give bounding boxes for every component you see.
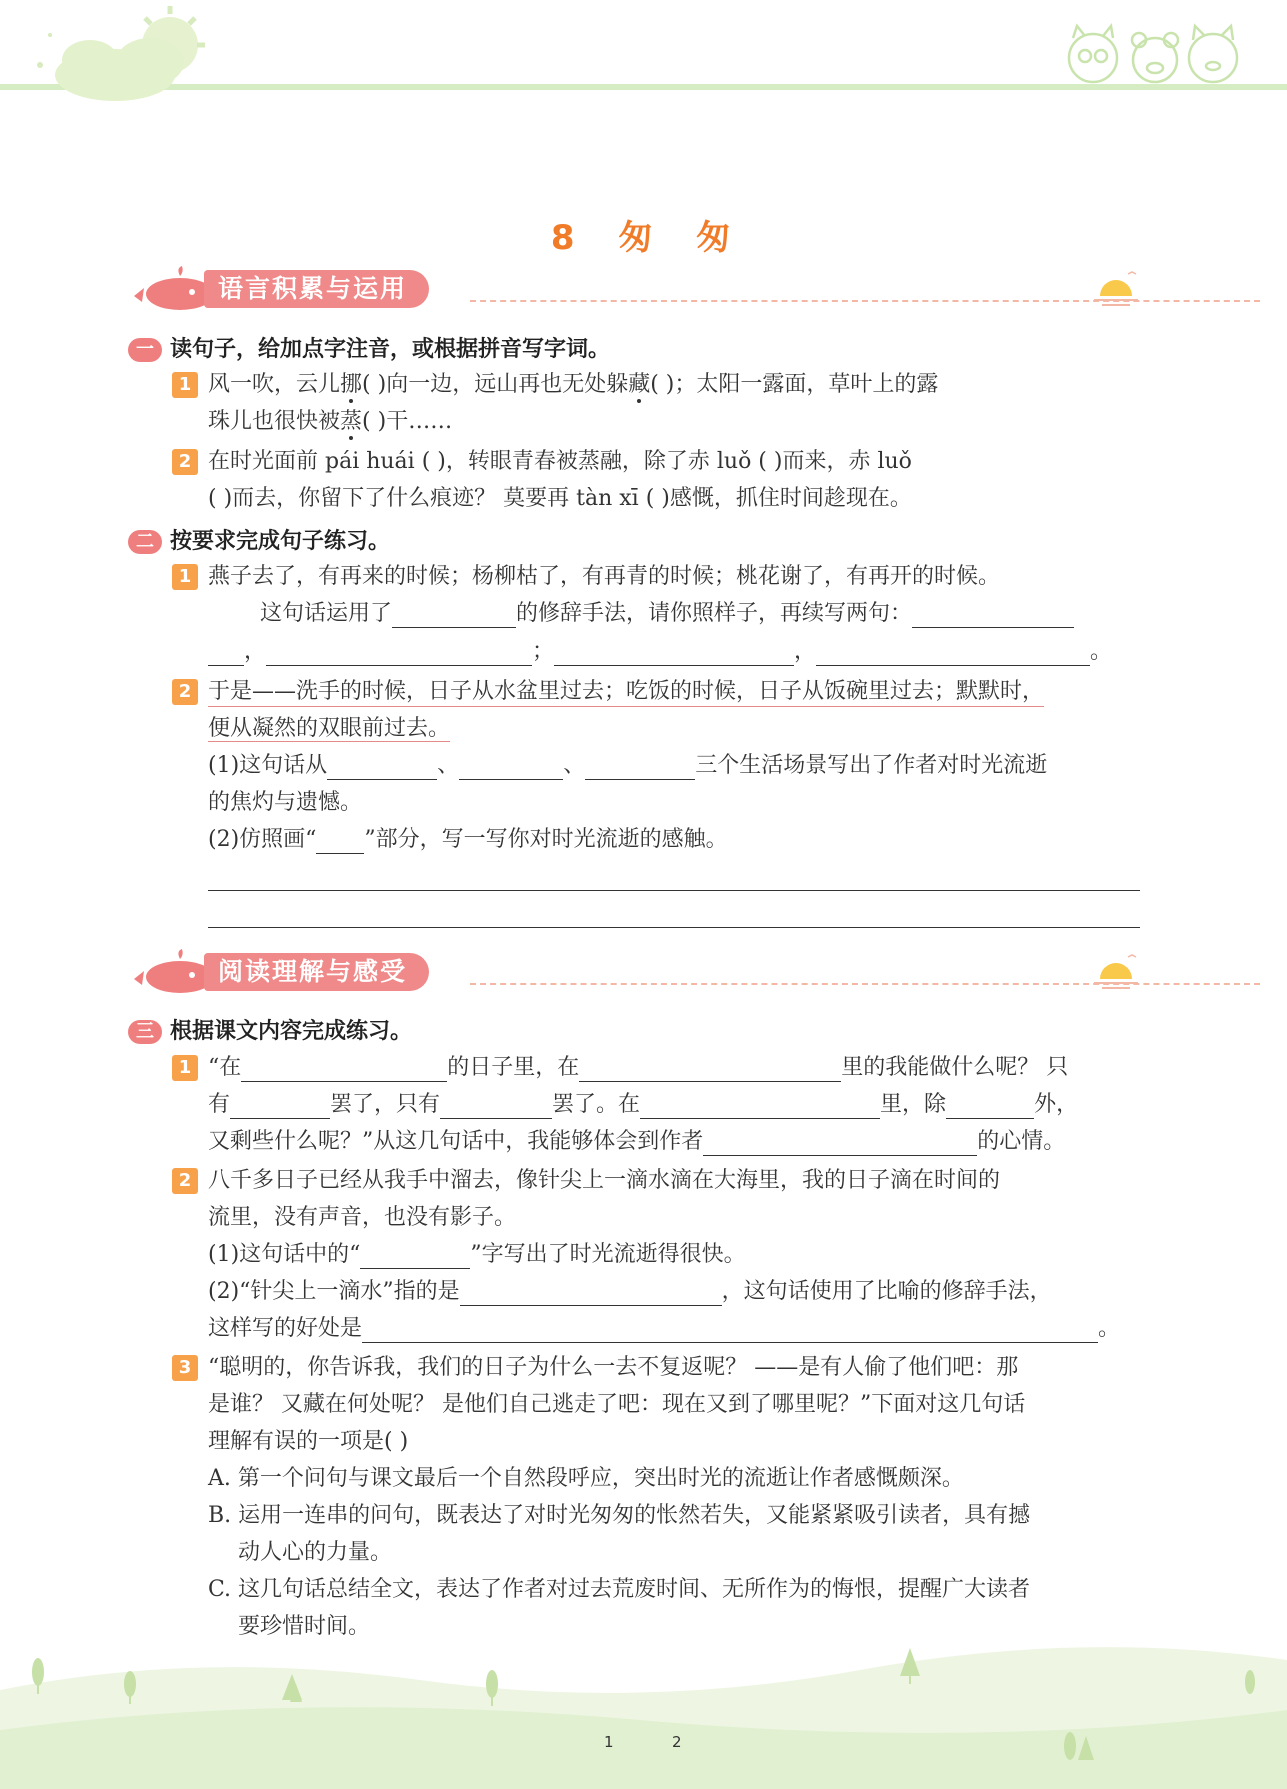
section-3-text: 根据课文内容完成练习。 [170,1019,413,1044]
footer-hills [0,1640,1287,1789]
s1q1-number: 1 [172,372,198,398]
s2q2-sub2 [208,826,1140,854]
s2q2-s1-sep-1: 、 [437,753,460,778]
dotted-char-zheng: 蒸 [340,409,363,434]
section-3-heading [128,1014,412,1045]
s2q1-line-2 [260,600,1140,628]
s2q1-text-2b: 的修辞手法，请你照样子，再续写两句： [516,601,913,626]
s1q1-text-c: ( )；太阳一露面，草叶上的露 [650,372,939,397]
option-a[interactable]: A. 第一个问句与课文最后一个自然段呼应，突出时光的流逝让作者感慨颇深。 [208,1466,964,1491]
cloud-sun-icon [20,0,210,110]
banner-language-label: 语言积累与运用 [204,270,429,308]
s1q1-text-e: ( )干…… [362,409,453,434]
s2q2-underlined-2: 便从凝然的双眼前过去。 [208,716,451,741]
page-number-right: 2 [672,1733,682,1751]
s2q2-s2-text-b: ”部分，写一写你对时光流逝的感触。 [364,827,728,852]
s3q2-number: 2 [172,1168,198,1194]
section-1-tag: 一 [128,338,162,362]
s2q1-text-1: 燕子去了，有再来的时候；杨柳枯了，有再青的时候；桃花谢了，有再开的时候。 [208,564,1001,589]
s2q2-number: 2 [172,679,198,705]
s3q1-a3: 里的我能做什么呢？ 只 [841,1055,1069,1080]
s1q1-line-2 [208,408,1140,436]
refers-to-blank[interactable] [460,1279,722,1306]
s3q3-number: 3 [172,1355,198,1381]
scene-blank-2[interactable] [459,753,563,780]
s3q3-line-2: 是谁？ 又藏在何处呢？ 是他们自己逃走了吧：现在又到了哪里呢？”下面对这几句话 [208,1392,1026,1417]
s2q2-s1-text-a: (1)这句话从 [208,753,328,778]
continuation-blank-5[interactable] [816,639,1090,666]
animal-faces-icon [1055,18,1255,86]
s3q2-text-1: 八千多日子已经从我手中溜去，像针尖上一滴水滴在大海里，我的日子滴在时间的 [208,1168,1001,1193]
answer-line-2[interactable] [208,927,1140,928]
s3q1-number: 1 [172,1055,198,1081]
s3q1-c1: 又剩些什么呢？”从这几句话中，我能够体会到作者 [208,1129,704,1154]
only-blank-2[interactable] [440,1092,552,1119]
continuation-blank-3[interactable] [266,639,532,666]
dotted-char-cang: 藏 [628,372,651,397]
s1q1-text-b: ( )向一边，远山再也无处躲 [362,372,629,397]
s2q2-line-2 [208,715,1140,743]
s3q1-c2: 的心情。 [977,1129,1066,1154]
section-1-text: 读句子，给加点字注音，或根据拼音写字词。 [170,337,611,362]
section-1-heading [128,332,610,363]
rhetoric-blank[interactable] [392,601,516,628]
s2q2-sub1-line-2: 的焦灼与遗憾。 [208,790,363,815]
feeling-blank[interactable] [703,1129,977,1156]
section-2-heading [128,524,390,555]
s3q1-a2: 的日子里，在 [447,1055,580,1080]
s3q1-line-2 [208,1091,1140,1119]
s3q1-b5: 外， [1034,1092,1079,1117]
s2q1-line-3 [208,638,1140,666]
section-2-text: 按要求完成句子练习。 [170,529,391,554]
s2q1-text-2a: 这句话运用了 [260,601,393,626]
punct-2: ； [532,639,555,664]
s3q2-s2a: (2)“针尖上一滴水”指的是 [208,1279,460,1304]
sample-blank[interactable] [316,827,364,854]
s2q1-number: 1 [172,564,198,590]
s1q2-number: 2 [172,449,198,475]
scene-blank-3[interactable] [585,753,695,780]
continuation-blank-2[interactable] [208,639,244,666]
s3q2-s2b: ，这句话使用了比喻的修辞手法， [721,1279,1052,1304]
dotted-char-nuo: 挪 [340,372,363,397]
s2q2-s1-text-d: 三个生活场景写出了作者对时光流逝 [695,753,1048,778]
title-char-2: 匆 [696,218,737,258]
option-b[interactable]: B. 运用一连串的问句，既表达了对时光匆匆的怅然若失，又能紧紧吸引读者，具有撼 [208,1503,1031,1528]
s3q2-sub2-line-1 [208,1278,1140,1306]
s3q1-line-3 [208,1128,1140,1156]
s3q2-line-2: 流里，没有声音，也没有影子。 [208,1205,517,1230]
lesson-title [0,210,1287,259]
s3q2-s2d: 。 [1098,1316,1121,1341]
sunset-icon [1088,270,1148,310]
s1q1-text-d: 珠儿也很快被 [208,409,341,434]
s1q2-line-2: ( )而去，你留下了什么痕迹？ 莫要再 tàn xī ( )感慨，抓住时间趁现在。 [208,486,912,511]
s3q2-sub1 [208,1241,1140,1269]
punct-1: ， [244,639,267,664]
s3q2-sub2-line-2 [208,1315,1140,1343]
section-2-tag: 二 [128,530,162,554]
title-char-1: 匆 [618,218,659,258]
in-blank[interactable] [640,1092,880,1119]
s3q1-a1: “在 [208,1055,242,1080]
lesson-number: 8 [550,218,581,258]
option-c[interactable]: C. 这几句话总结全文，表达了作者对过去荒废时间、无所作为的悔恨，提醒广大读者 [208,1577,1031,1602]
only-blank-1[interactable] [230,1092,330,1119]
option-b-cont: 动人心的力量。 [238,1540,393,1565]
word-blank[interactable] [360,1242,470,1269]
place-blank[interactable] [579,1055,841,1082]
option-c-cont: 要珍惜时间。 [238,1614,371,1639]
days-blank[interactable] [241,1055,447,1082]
section-3-tag: 三 [128,1020,162,1044]
s1q1-text-a: 风一吹，云儿 [208,372,341,397]
continuation-blank-4[interactable] [554,639,794,666]
s3q1-b2: 罢了，只有 [330,1092,441,1117]
s3q2-s2c: 这样写的好处是 [208,1316,363,1341]
s3q1-b4: 里，除 [880,1092,947,1117]
page-number-left: 1 [604,1733,614,1751]
answer-line-1[interactable] [208,890,1140,891]
s3q1-b1: 有 [208,1092,231,1117]
punct-4: 。 [1090,639,1113,664]
s2q2-s1-sep-2: 、 [563,753,586,778]
s3q2-s1a: (1)这句话中的“ [208,1242,361,1267]
s2q2-sub1-line-1 [208,752,1140,780]
s2q2-underlined-1: 于是——洗手的时候，日子从水盆里过去；吃饭的时候，日子从饭碗里过去；默默时， [208,678,1044,707]
s3q3-text-1: “聪明的，你告诉我，我们的日子为什么一去不复返呢？ ——是有人偷了他们吧：那 [208,1355,1019,1380]
punct-3: ， [794,639,817,664]
benefit-blank[interactable] [362,1316,1098,1343]
banner-reading-label: 阅读理解与感受 [204,953,429,991]
s3q2-s1b: ”字写出了时光流逝得很快。 [470,1242,746,1267]
s1q2-text-1: 在时光面前 pái huái ( )，转眼青春被蒸融，除了赤 luǒ ( )而来，赤 luǒ [208,449,912,474]
s3q1-b3: 罢了。在 [552,1092,641,1117]
sunset-icon [1088,953,1148,993]
continuation-blank-1[interactable] [912,601,1074,628]
scene-blank-1[interactable] [327,753,437,780]
except-blank[interactable] [946,1092,1034,1119]
s3q3-line-3: 理解有误的一项是( ) [208,1429,409,1454]
s2q2-s2-text-a: (2)仿照画“ [208,827,317,852]
